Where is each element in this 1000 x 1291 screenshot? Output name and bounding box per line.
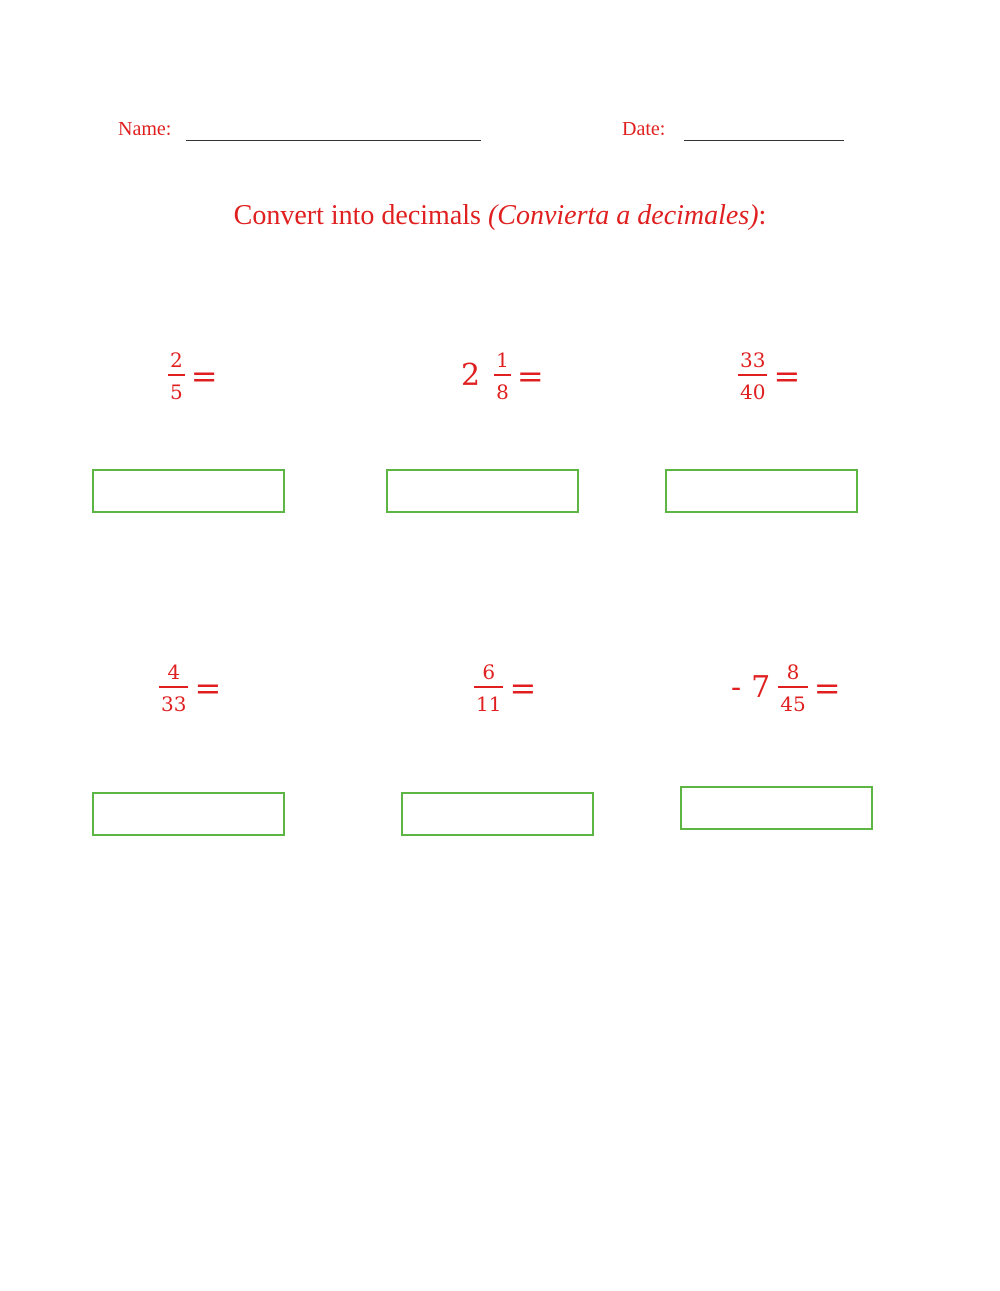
equals-sign: = <box>773 357 801 395</box>
fraction <box>494 350 511 402</box>
numerator: 33 <box>740 348 766 372</box>
title-translation: (Convierta a decimales) <box>487 200 759 231</box>
denominator: 5 <box>170 380 183 404</box>
negative-sign: - <box>731 670 742 705</box>
denominator: 33 <box>161 692 187 716</box>
problem-6-expression <box>731 662 841 714</box>
denominator: 8 <box>496 380 509 404</box>
answer-input-4[interactable] <box>92 792 285 836</box>
numerator: 2 <box>170 348 183 372</box>
whole-number: 7 <box>751 670 771 705</box>
numerator: 8 <box>786 660 800 684</box>
denominator: 40 <box>740 380 766 404</box>
title-main: Convert into decimals <box>233 200 481 231</box>
equals-sign: = <box>509 669 537 707</box>
numerator: 4 <box>167 660 181 684</box>
answer-input-5[interactable] <box>401 792 594 836</box>
fraction <box>159 662 188 714</box>
answer-input-1[interactable] <box>92 469 285 513</box>
whole-number: 2 <box>461 358 481 393</box>
page-title <box>0 200 1000 232</box>
answer-input-3[interactable] <box>665 469 858 513</box>
fraction <box>168 350 185 402</box>
fraction <box>778 662 807 714</box>
equals-sign: = <box>190 357 218 395</box>
equals-sign: = <box>813 669 841 707</box>
title-suffix: : <box>758 200 767 231</box>
numerator: 6 <box>482 660 496 684</box>
problem-3-expression <box>738 350 800 402</box>
problem-1-expression <box>168 350 218 402</box>
fraction <box>738 350 767 402</box>
name-blank-line <box>186 140 481 141</box>
numerator: 1 <box>496 348 509 372</box>
equals-sign: = <box>516 357 544 395</box>
answer-input-2[interactable] <box>386 469 579 513</box>
denominator: 45 <box>780 692 806 716</box>
denominator: 11 <box>476 692 502 716</box>
date-blank-line <box>684 140 844 141</box>
problem-5-expression <box>474 662 536 714</box>
name-label: Name: <box>118 118 172 140</box>
problem-2-expression <box>461 350 544 402</box>
answer-input-6[interactable] <box>680 786 873 830</box>
problem-4-expression <box>159 662 221 714</box>
fraction <box>474 662 503 714</box>
date-label: Date: <box>622 118 666 140</box>
equals-sign: = <box>194 669 222 707</box>
